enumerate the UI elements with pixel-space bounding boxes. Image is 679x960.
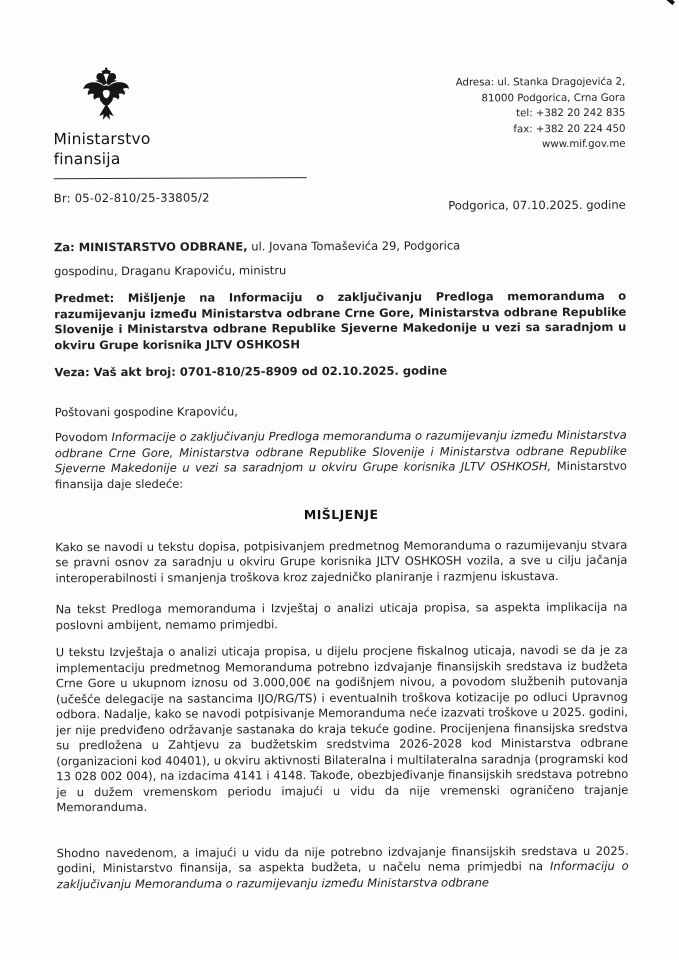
fax-line: fax: +382 20 224 450 — [513, 123, 626, 135]
paragraph-1: Kako se navodi u tekstu dopisa, potpisivanjem predmetnog Memoranduma o razumijevanju stvara se pravni osnov za saradnju u okviru Grupe korisnika JLTV OSHKOSH vozila, a sve u cilju jačanja interoperabilnosti i smanjenja troškova kroz zajedničko planiranje i razmjenu iskustava. — [55, 537, 628, 585]
phone-line: tel: +382 20 242 835 — [516, 107, 626, 120]
website-line: www.mif.gov.me — [541, 138, 626, 151]
date-line: Podgorica, 07.10.2025. godine — [448, 197, 626, 213]
opinion-heading: MIŠLJENJE — [303, 506, 379, 523]
paragraph-4: Shodno navedenom, a imajući u vidu da nije potrebno izdvajanje finansijskih sredstava u 2025. godini, Ministarstvo finansija, sa aspekta budžeta, u načelu nema primjedbi na Informaciju o zaključivanju Memoranduma o razumijevanju između Ministarstva odbrane — [56, 843, 629, 891]
address-line: Adresa: ul. Stanka Dragojevića 2, — [455, 76, 626, 89]
montenegro-coat-of-arms-icon — [83, 67, 129, 123]
paragraph-3: U tekstu Izvještaja o analizi uticaja propisa, u dijelu procjene fiskalnog uticaja, navodi se da je za implementaciju predmetnog Memoranduma potrebno izdvajanje finansijskih sredstava iz budžeta Crne Gore u ukupnom iznosu od 3.000,00€ na godišnjem nivou, a povodom službenih putovanja (učešće delegacije na sastancima IJO/RG/TS) i eventualnih troškova kotizacije po odluci Upravnog odbora. Nadalje, kako se navodi potpisivanje Memoranduma neće izazvati troškove u 2025. godini, jer nije predviđeno održavanje sastanaka do kraja tekuće godine. Procijenjena finansijska sredstva su predložena u Zahtjevu za budžetskim sredstvima 2026-2028 kod Ministarstva odbrane (organizacioni kod 40401), u okviru aktivnosti Bilateralna i multilateralna saradnja (programski kod 13 028 002 004), na izdacima 4141 i 4148. Takođe, obezbjeđivanje finansijskih sredstava potrebno je u dužem vremenskom periodu imajući u vidu da nije vremenski ograničeno trajanje Memoranduma. — [55, 642, 629, 815]
salutation: Poštovani gospodine Krapoviću, — [54, 403, 238, 419]
reference-number: Br: 05-02-810/25-33805/2 — [53, 190, 210, 206]
reference-paragraph: Veza: Vaš akt broj: 0701-810/25-8909 od 02.10.2025. godine — [54, 363, 448, 380]
recipient-person-line: gospodinu, Draganu Krapoviću, ministru — [54, 262, 287, 278]
letterhead — [53, 65, 625, 170]
org-name — [53, 129, 243, 169]
recipient-line: Za: MINISTARSTVO ODBRANE, ul. Jovana Tomaševića 29, Podgorica — [53, 238, 461, 255]
intro-paragraph: Povodom Informacije o zaključivanju Predloga memoranduma o razumijevanju između Ministarstva odbrane Crne Gore, Ministarstva odbrane Republike Slovenije i Ministarstva odbrane Republike Sjeverne Makedonije u vezi sa saradnjom u okviru Grupe korisnika JLTV OSHKOSH, Ministarstvo finansija daje sledeće: — [54, 427, 627, 491]
subject-paragraph: Predmet: Mišljenje na Informaciju o zaključivanju Predloga memoranduma o razumijevanju između Ministarstva odbrane Crne Gore, Ministarstva odbrane Republike Slovenije i Ministarstva odbrane Republike Sjeverne Makedonije u vezi sa saradnjom u okviru Grupe korisnika JLTV OSHKOSH — [54, 288, 627, 352]
letterhead-left — [53, 66, 243, 169]
paragraph-2: Na tekst Predloga memoranduma i Izvještaj o analizi uticaja propisa, sa aspekta implikacija na poslovni ambijent, nemamo primjedbi. — [55, 599, 628, 632]
address-block — [456, 75, 626, 153]
org-name-line2: finansija — [53, 149, 121, 168]
address-line: 81000 Podgorica, Crna Gora — [481, 92, 626, 104]
letter-body — [54, 238, 629, 892]
org-name-line1: Ministarstvo — [53, 129, 151, 149]
reference-row — [54, 189, 626, 214]
letterhead-divider — [54, 177, 307, 179]
